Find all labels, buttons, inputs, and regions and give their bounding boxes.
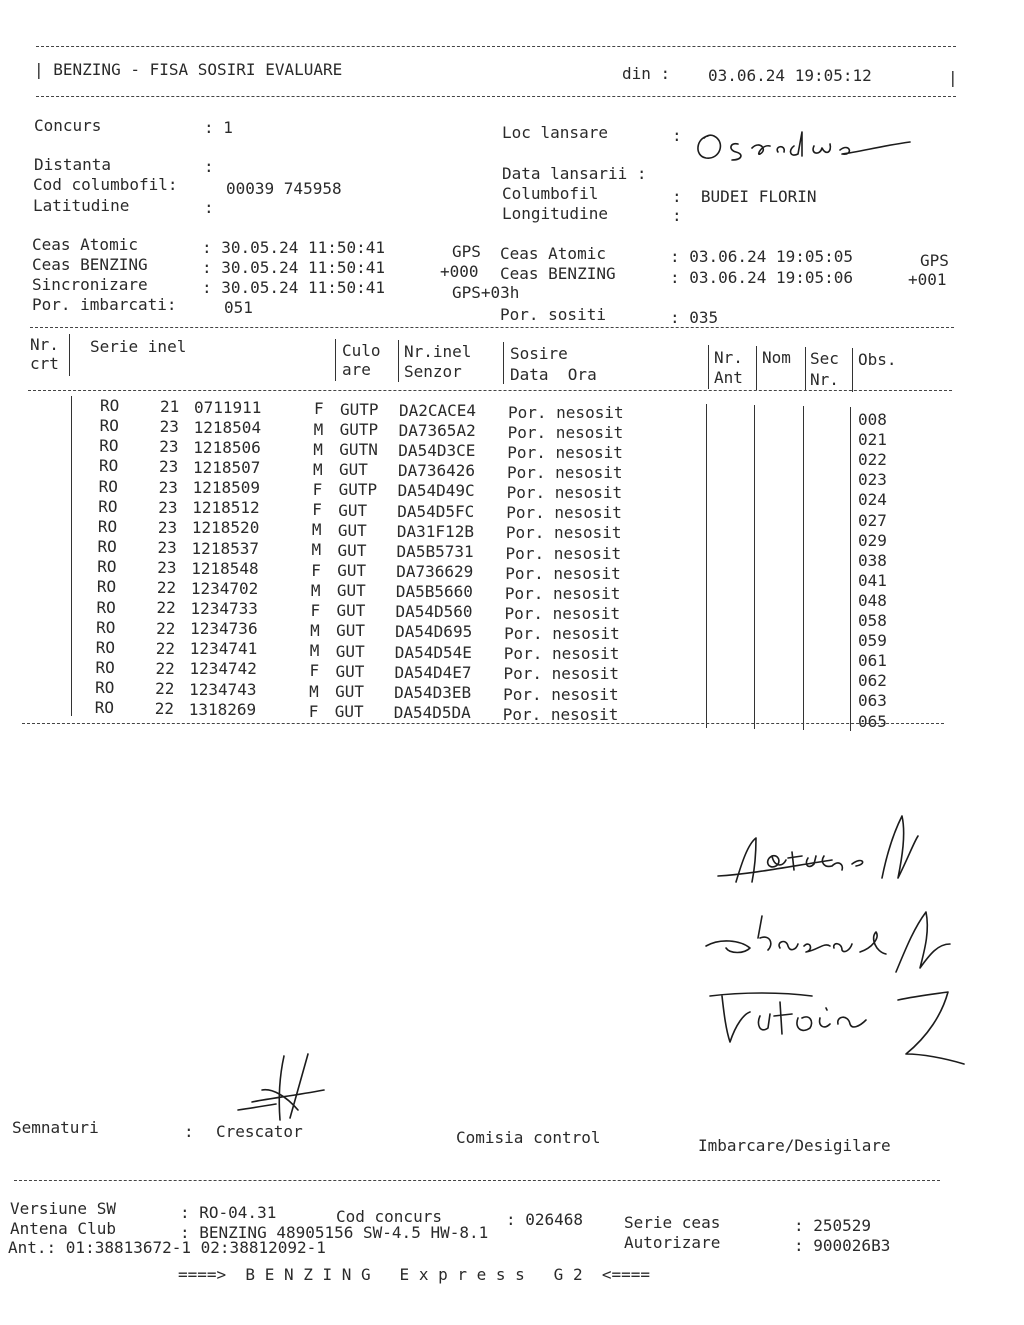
cell-sex: M xyxy=(313,439,323,459)
header-right-bar: | xyxy=(948,68,958,87)
header-sep xyxy=(503,342,504,384)
antena-club-label: Antena Club xyxy=(10,1219,116,1238)
cell-nr-inel: 1234742 xyxy=(189,659,257,679)
cell-culoare: GUT xyxy=(337,561,367,581)
cell-senzor: DA54D5FC xyxy=(397,501,475,521)
cell-nr-inel: 1218537 xyxy=(191,538,259,558)
cell-culoare: GUT xyxy=(337,520,367,540)
cell-nr-inel: 1318269 xyxy=(188,699,257,719)
longitudine-label: Longitudine xyxy=(502,204,608,223)
cell-obs: 038 xyxy=(858,550,887,570)
cell-culoare: GUTP xyxy=(338,480,378,500)
col-obs-header: Obs. xyxy=(858,350,897,369)
cell-an: 22 xyxy=(156,618,176,638)
cell-sosire: Por. nesosit xyxy=(504,624,620,644)
cell-tara: RO xyxy=(97,537,117,557)
loc-lansare-handwriting xyxy=(690,122,920,170)
sincronizare-value: : 30.05.24 11:50:41 xyxy=(202,278,386,297)
ceas-benzing-left-label: Ceas BENZING xyxy=(32,255,148,274)
cell-sosire: Por. nesosit xyxy=(506,503,622,523)
cell-an: 23 xyxy=(159,417,179,437)
col-ant-header-2: Ant xyxy=(714,368,743,387)
cell-sosire: Por. nesosit xyxy=(506,483,623,503)
cell-senzor: DA5B5660 xyxy=(395,582,473,602)
cell-obs: 048 xyxy=(858,590,887,610)
cell-culoare: GUT xyxy=(336,581,366,601)
cell-obs: 024 xyxy=(858,490,887,510)
ceas-benzing-right-value: : 03.06.24 19:05:06 xyxy=(670,268,854,287)
header-bottom-rule xyxy=(36,96,956,97)
cell-sex: F xyxy=(312,500,322,520)
cell-senzor: DA54D5DA xyxy=(393,703,471,723)
cell-sosire: Por. nesosit xyxy=(507,442,623,462)
col-ant-header: Nr. xyxy=(714,348,743,367)
por-sositi-value: : 035 xyxy=(670,308,719,327)
col-sosire-header: Sosire xyxy=(510,344,568,363)
cell-an: 22 xyxy=(156,578,177,598)
body-sep xyxy=(71,396,72,716)
header-sep xyxy=(69,334,70,376)
cell-senzor: DA31F12B xyxy=(396,521,474,541)
cod-concurs-value: : 026468 xyxy=(506,1210,584,1229)
cell-culoare: GUT xyxy=(334,702,364,722)
ceas-benzing-left-suffix: +000 xyxy=(440,262,479,281)
cell-tara: RO xyxy=(99,416,119,436)
cell-sex: F xyxy=(308,701,319,721)
cell-sosire: Por. nesosit xyxy=(507,422,624,442)
col-sec-header-2: Nr. xyxy=(810,370,839,389)
distanta-value: : xyxy=(204,157,214,176)
cell-nr-inel: 1218504 xyxy=(193,417,262,437)
cell-sex: F xyxy=(312,480,323,500)
cell-obs: 027 xyxy=(858,510,887,530)
cell-nr-inel: 1234743 xyxy=(189,679,257,699)
cell-an: 23 xyxy=(159,437,179,457)
cell-tara: RO xyxy=(98,496,118,516)
body-sep xyxy=(850,407,851,731)
cell-tara: RO xyxy=(95,678,115,698)
cell-senzor: DA54D560 xyxy=(395,602,473,622)
cell-sosire: Por. nesosit xyxy=(504,604,621,624)
cell-an: 23 xyxy=(157,558,177,578)
cell-nr-inel: 1218509 xyxy=(192,478,261,498)
signature-2 xyxy=(700,908,960,980)
ceas-atomic-right-label: Ceas Atomic xyxy=(500,244,606,263)
header-top-rule xyxy=(36,46,956,47)
ceas-atomic-right-value: : 03.06.24 19:05:05 xyxy=(670,247,854,266)
cell-tara: RO xyxy=(99,436,119,456)
cell-sosire: Por. nesosit xyxy=(503,644,620,664)
header-sep xyxy=(398,340,399,382)
loc-lansare-value: : xyxy=(672,126,682,145)
cell-nr-inel: 1218548 xyxy=(191,558,259,578)
cell-sex: M xyxy=(312,459,323,479)
cell-an: 23 xyxy=(157,538,177,557)
col-senzor-header: Nr.inel xyxy=(404,342,472,361)
cell-tara: RO xyxy=(95,657,115,677)
ceas-atomic-left-value: : 30.05.24 11:50:41 xyxy=(202,238,386,257)
latitudine-value: : xyxy=(204,198,214,217)
body-sep xyxy=(754,405,755,729)
cell-obs: 008 xyxy=(858,410,887,429)
cell-sex: M xyxy=(309,641,320,661)
body-sep xyxy=(803,406,804,730)
cell-sosire: Por. nesosit xyxy=(502,704,619,724)
col-senzor-header-2: Senzor xyxy=(404,362,462,381)
cell-obs: 041 xyxy=(858,570,887,590)
serie-ceas-value: : 250529 xyxy=(794,1216,872,1235)
cell-nr-inel: 0711911 xyxy=(194,397,262,417)
cell-sosire: Por. nesosit xyxy=(503,664,620,684)
antena-ids: Ant.: 01:38813672-1 02:38812092-1 xyxy=(8,1238,326,1257)
ceas-atomic-left-label: Ceas Atomic xyxy=(32,235,138,254)
cell-obs: 023 xyxy=(858,470,887,490)
cell-sex: M xyxy=(309,681,319,701)
cell-culoare: GUTN xyxy=(339,440,378,460)
cell-sex: F xyxy=(311,560,321,580)
ceas-atomic-right-suffix: GPS xyxy=(920,251,949,270)
cell-obs: 022 xyxy=(858,450,887,470)
autorizare-value: : 900026B3 xyxy=(794,1236,891,1255)
cell-sosire: Por. nesosit xyxy=(503,684,619,704)
cell-senzor: DA7365A2 xyxy=(398,420,476,440)
cell-nr-inel: 1218507 xyxy=(192,457,261,477)
col-culoare-header-2: are xyxy=(342,360,371,379)
cell-sex: M xyxy=(310,621,320,641)
header-sep xyxy=(852,348,853,392)
col-sec-header: Sec xyxy=(810,349,839,368)
ceas-benzing-left-value: : 30.05.24 11:50:41 xyxy=(202,258,386,277)
header-sep xyxy=(756,346,757,390)
columbofil-value: : BUDEI FLORIN xyxy=(672,187,817,206)
cell-culoare: GUT xyxy=(335,641,365,661)
cell-an: 22 xyxy=(155,638,176,658)
cell-an: 23 xyxy=(158,457,179,477)
cell-tara: RO xyxy=(97,516,118,536)
cell-senzor: DA2CACE4 xyxy=(399,400,477,420)
cell-culoare: GUT xyxy=(335,681,364,701)
cell-tara: RO xyxy=(96,597,116,617)
por-imbarcati-value: 051 xyxy=(224,298,253,317)
cell-tara: RO xyxy=(96,577,117,597)
antena-club-value: : BENZING 48905156 SW-4.5 HW-8.1 xyxy=(180,1223,489,1242)
cell-sex: M xyxy=(313,419,324,439)
cell-sex: F xyxy=(314,399,324,419)
cell-culoare: GUT xyxy=(338,500,368,520)
cell-tara: RO xyxy=(95,637,116,657)
date-value: 03.06.24 19:05:12 xyxy=(708,66,872,85)
cell-senzor: DA736426 xyxy=(397,461,475,481)
col-nr-header: Nr. xyxy=(30,335,59,354)
cell-obs: 062 xyxy=(858,671,887,691)
cell-sosire: Por. nesosit xyxy=(504,583,621,603)
header-sep xyxy=(708,345,709,389)
page-title: | BENZING - FISA SOSIRI EVALUARE xyxy=(34,60,343,79)
ceas-benzing-right-suffix: +001 xyxy=(908,270,947,289)
col-sosire-header-2: Data Ora xyxy=(510,365,597,384)
cell-sex: M xyxy=(311,520,322,540)
cell-senzor: DA54D54E xyxy=(394,642,472,662)
cell-tara: RO xyxy=(94,698,115,718)
signature-1 xyxy=(712,808,952,892)
date-label: din : xyxy=(622,64,671,83)
cell-nr-inel: 1234741 xyxy=(189,639,258,659)
cell-tara: RO xyxy=(97,557,117,577)
cell-nr-inel: 1234733 xyxy=(190,599,258,618)
cell-obs: 063 xyxy=(858,691,887,711)
col-serie-header: Serie inel xyxy=(90,337,187,356)
data-lansarii-label: Data lansarii : xyxy=(502,164,647,183)
cell-culoare: GUT xyxy=(336,601,366,621)
cod-columbofil-label: Cod columbofil: xyxy=(33,175,178,194)
cell-culoare: GUT xyxy=(336,621,366,641)
cell-obs: 065 xyxy=(858,711,887,731)
cell-obs: 029 xyxy=(858,530,887,550)
cell-obs: 059 xyxy=(858,631,887,651)
cell-culoare: GUT xyxy=(338,460,368,480)
cell-an: 23 xyxy=(158,497,178,517)
body-sep xyxy=(706,404,707,728)
serie-ceas-label: Serie ceas xyxy=(624,1213,721,1232)
versiune-sw-value: : RO-04.31 xyxy=(180,1203,277,1222)
footer-top-rule xyxy=(14,1180,940,1181)
cell-senzor: DA54D695 xyxy=(395,622,473,642)
cell-an: 22 xyxy=(156,598,176,618)
cell-an: 22 xyxy=(155,679,175,699)
cell-tara: RO xyxy=(98,456,119,476)
cell-obs: 058 xyxy=(858,611,887,630)
latitudine-label: Latitudine xyxy=(33,196,130,215)
cell-an: 21 xyxy=(160,396,180,416)
cell-sex: M xyxy=(310,580,321,600)
ceas-benzing-right-label: Ceas BENZING xyxy=(500,264,616,283)
cell-senzor: DA54D3EB xyxy=(394,682,472,702)
cell-nr-inel: 1218512 xyxy=(192,498,260,518)
cell-sex: F xyxy=(310,600,321,620)
cell-culoare: GUTP xyxy=(339,419,379,439)
table-header-rule xyxy=(28,390,952,391)
col-nom-header: Nom xyxy=(762,348,791,367)
por-sositi-label: Por. sositi xyxy=(500,305,606,324)
cell-culoare: GUT xyxy=(335,661,365,681)
concurs-value: : 1 xyxy=(204,118,233,137)
cell-senzor: DA54D49C xyxy=(397,481,475,501)
cell-senzor: DA5B5731 xyxy=(396,541,474,561)
header-sep xyxy=(805,347,806,391)
cell-tara: RO xyxy=(98,476,118,496)
col-nr-header-2: crt xyxy=(30,354,59,373)
cell-senzor: DA54D3CE xyxy=(398,441,476,461)
signature-crescator xyxy=(232,1050,328,1126)
cell-sosire: Por. nesosit xyxy=(506,462,623,482)
cell-nr-inel: 1234736 xyxy=(190,619,258,639)
semnaturi-label: Semnaturi xyxy=(12,1118,99,1137)
cell-an: 23 xyxy=(158,477,178,497)
crescator-label: Crescator xyxy=(216,1122,303,1141)
cell-obs: 061 xyxy=(858,651,887,671)
loc-lansare-label: Loc lansare xyxy=(502,123,608,142)
cell-senzor: DA54D4E7 xyxy=(394,662,472,682)
versiune-sw-label: Versiune SW xyxy=(10,1199,116,1218)
cell-sex: M xyxy=(311,540,322,560)
por-imbarcati-label: Por. imbarcati: xyxy=(32,295,177,314)
cell-an: 22 xyxy=(154,699,175,719)
benzing-banner: ====> B E N Z I N G E x p r e s s G 2 <==== xyxy=(178,1265,651,1284)
longitudine-value: : xyxy=(672,206,682,225)
cell-tara: RO xyxy=(100,396,120,415)
col-culoare-header: Culo xyxy=(342,341,381,360)
concurs-label: Concurs xyxy=(34,116,102,135)
cell-nr-inel: 1234702 xyxy=(190,578,259,598)
signature-3 xyxy=(702,984,972,1068)
cell-sosire: Por. nesosit xyxy=(508,402,624,422)
cell-culoare: GUTP xyxy=(340,399,379,419)
cod-concurs-label: Cod concurs xyxy=(336,1207,442,1226)
cod-columbofil-value: 00039 745958 xyxy=(226,179,342,198)
cell-sosire: Por. nesosit xyxy=(505,543,622,563)
columbofil-label: Columbofil xyxy=(502,184,599,203)
distanta-label: Distanta xyxy=(34,155,112,174)
cell-sosire: Por. nesosit xyxy=(505,523,622,543)
semnaturi-colon: : xyxy=(184,1122,194,1141)
ceas-atomic-left-suffix: GPS xyxy=(452,242,481,261)
sincronizare-label: Sincronizare xyxy=(32,275,148,294)
table-bottom-rule xyxy=(22,723,944,724)
sincronizare-suffix: GPS+03h xyxy=(452,283,520,302)
cell-an: 22 xyxy=(155,658,175,678)
cell-sex: F xyxy=(309,661,320,681)
cell-an: 23 xyxy=(157,517,178,537)
cell-tara: RO xyxy=(96,617,116,637)
header-sep xyxy=(335,339,336,381)
cell-nr-inel: 1218506 xyxy=(193,437,261,457)
cell-senzor: DA736629 xyxy=(396,561,474,581)
imbarcare-label: Imbarcare/Desigilare xyxy=(698,1136,891,1155)
comisia-control-label: Comisia control xyxy=(456,1128,601,1147)
cell-nr-inel: 1218520 xyxy=(191,518,260,538)
autorizare-label: Autorizare xyxy=(624,1233,721,1252)
cell-obs: 021 xyxy=(858,430,887,450)
table-top-rule xyxy=(30,327,954,328)
cell-sosire: Por. nesosit xyxy=(505,563,621,583)
cell-culoare: GUT xyxy=(337,540,367,560)
